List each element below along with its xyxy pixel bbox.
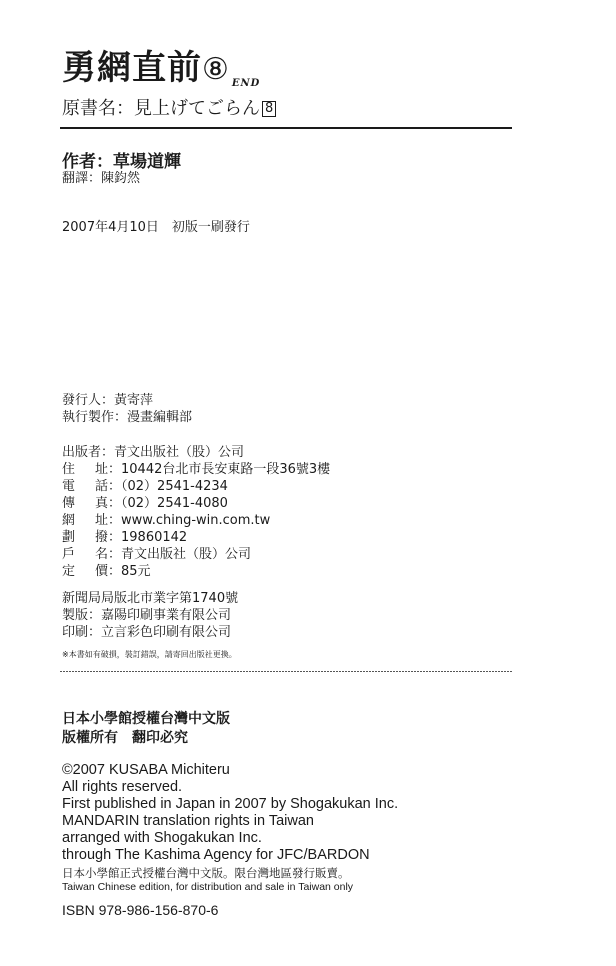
staff-row: 執行製作：漫畫編輯部 (62, 410, 193, 425)
printing-line: 新聞局局版北市業字第1740號 (62, 591, 239, 606)
publisher-row: 住址：10442台北市長安東路一段36號3樓 (62, 462, 331, 477)
original-volume-box: 8 (262, 101, 276, 117)
taiwan-notice-en: Taiwan Chinese edition, for distribution and sale in Taiwan only (62, 881, 354, 893)
end-mark: END (231, 78, 261, 89)
publisher-value: （02）2541-4234 (121, 479, 228, 494)
copyright-line: First published in Japan in 2007 by Shogakukan Inc. (62, 796, 399, 812)
publisher-label: 戶名 (62, 547, 108, 562)
staff-label: 發行人 (62, 393, 102, 408)
publisher-row: 定價：85元 (62, 564, 151, 579)
publisher-value: 85元 (121, 564, 151, 579)
publisher-value: 10442台北市長安東路一段36號3樓 (121, 462, 331, 477)
printing-line: 印刷：立言彩色印刷有限公司 (62, 625, 232, 640)
publisher-value: （02）2541-4080 (121, 496, 228, 511)
staff-block (62, 392, 192, 426)
publisher-row: 網址：www.ching-win.com.tw (62, 513, 271, 528)
publisher-row: 戶名：青文出版社（股）公司 (62, 547, 252, 562)
copyright-line: arranged with Shogakukan Inc. (62, 830, 262, 846)
copyright-line: ©2007 KUSABA Michiteru (62, 762, 230, 778)
staff-row: 發行人：黃寄萍 (62, 393, 154, 408)
publisher-row: 電話：（02）2541-4234 (62, 479, 228, 494)
release-date: 2007年4月10日 初版一刷發行 (62, 220, 250, 235)
publisher-label: 網址 (62, 513, 108, 528)
license-line: 版權所有 翻印必究 (62, 730, 188, 746)
publisher-row: 傳真：（02）2541-4080 (62, 496, 228, 511)
publisher-label: 定價 (62, 564, 108, 579)
translator-line: 翻譯：陳鈞然 (62, 171, 141, 186)
staff-label: 執行製作 (62, 410, 115, 425)
publisher-label: 傳真 (62, 496, 108, 511)
printing-block (62, 590, 238, 641)
isbn: ISBN 978-986-156-870-6 (62, 902, 219, 918)
publisher-value: www.ching-win.com.tw (121, 513, 271, 528)
publisher-row: 出版者：青文出版社（股）公司 (62, 445, 245, 460)
volume-number: ⑧ (202, 52, 230, 87)
publisher-value: 青文出版社（股）公司 (114, 445, 245, 460)
original-title (62, 94, 276, 120)
staff-value: 黃寄萍 (114, 393, 154, 408)
publisher-label: 劃撥 (62, 530, 108, 545)
copyright-line: MANDARIN translation rights in Taiwan (62, 813, 314, 829)
book-title (62, 40, 260, 89)
book-title-text: 勇網直前 (62, 48, 202, 88)
publisher-label: 出版者 (62, 445, 102, 460)
original-title-text: 原書名：見上げてごらん (62, 98, 260, 119)
publisher-row: 劃撥：19860142 (62, 530, 188, 545)
license-line: 日本小學館授權台灣中文版 (62, 711, 230, 727)
damage-note: ※本書如有破損，裝訂錯誤，請寄回出版社更換。 (62, 650, 237, 659)
publisher-value: 青文出版社（股）公司 (121, 547, 252, 562)
copyright-line: All rights reserved. (62, 779, 183, 795)
publisher-label: 住址 (62, 462, 108, 477)
title-divider (60, 127, 512, 129)
taiwan-notice-zh: 日本小學館正式授權台灣中文版。限台灣地區發行販賣。 (62, 866, 350, 880)
publisher-value: 19860142 (121, 530, 188, 545)
section-divider (60, 671, 512, 672)
staff-value: 漫畫編輯部 (127, 410, 193, 425)
publisher-label: 電話 (62, 479, 108, 494)
copyright-block (62, 762, 398, 864)
printing-line: 製版：嘉陽印刷事業有限公司 (62, 608, 232, 623)
author-line: 作者：草場道輝 (62, 152, 181, 172)
publisher-block (62, 444, 330, 580)
copyright-line: through The Kashima Agency for JFC/BARDON (62, 847, 370, 863)
